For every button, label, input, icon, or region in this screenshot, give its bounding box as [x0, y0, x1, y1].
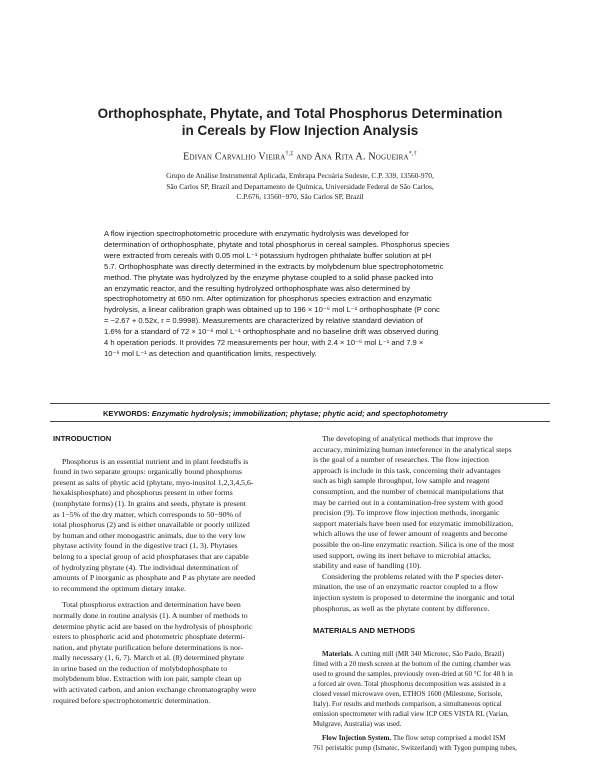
section-heading-introduction: INTRODUCTION — [53, 434, 112, 443]
abstract — [104, 229, 504, 360]
abstract-line: method. The phytate was hydrolyzed by the enzyme phytase coupled to a solid phase packed into — [104, 272, 434, 282]
text-line: as 1−5% of the dry matter, which corresponds to 50−90% of — [53, 509, 242, 519]
materials-paragraph — [313, 649, 558, 729]
section-gap — [313, 614, 558, 626]
text-line: support materials have been used for enzymatic immobilization, — [313, 518, 514, 528]
text-line: Italy). For results and methods comparison, a simultaneous optical — [313, 699, 502, 708]
text-line: injection system is proposed to determine the inorganic and total — [313, 592, 515, 602]
text-line: a forced air oven. Total phosphorus decomposition was assisted in a — [313, 679, 506, 688]
text-line: amounts of P inorganic as phosphate and P as phytate are needed — [53, 573, 256, 583]
author-affiliation-mark: *,† — [408, 151, 417, 157]
text-line: found in two separate groups: organically bound phosphorus — [53, 467, 242, 477]
author-affiliation-mark: †,‡ — [285, 151, 294, 157]
abstract-line: A flow injection spectrophotometric procedure with enzymatic hydrolysis was developed for — [104, 229, 409, 238]
text-line: mally necessary (1, 6, 7). March et al. (8) determined phytate — [53, 653, 244, 663]
right-column — [313, 434, 558, 753]
affiliation-line: São Carlos SP, Brazil and Departamento de Química, Universidade Federal de São Carlos, — [166, 181, 434, 191]
text-line: closed vessel microwave oven, ETHOS 1600 (Milestone, Sorisole, — [313, 689, 503, 698]
paper-title — [90, 105, 510, 139]
flow-system-paragraph — [313, 733, 558, 753]
text-line: The developing of analytical methods that improve the — [322, 434, 493, 443]
text-line: possible the on-line enzymatic reaction. Silica is one of the most — [313, 539, 515, 549]
text-line — [313, 649, 558, 659]
text-line: hexakisphosphate) and phosphorus present in other forms — [53, 488, 233, 498]
text-line: to recommend the optimum dietary intake. — [53, 583, 186, 593]
text-line: fitted with a 20 mesh screen at the bottom of the cutting chamber was — [313, 659, 511, 668]
text-line: Total phosphorus extraction and determination have been — [62, 600, 241, 610]
abstract-line: spectrophotometry at 650 nm. After optimization for phosphorus species extraction and enzymatic — [104, 294, 432, 304]
keywords-label: KEYWORDS: — [103, 409, 150, 418]
text-line: belong to a special group of acid phosphatases that are capable — [53, 551, 249, 561]
right-paragraph-2 — [313, 572, 558, 614]
text-line: Considering the problems related with the P species deter- — [322, 571, 504, 581]
intro-paragraph-1 — [53, 457, 298, 595]
text-line — [313, 733, 558, 743]
subsection-label-materials: Materials. — [322, 649, 353, 658]
abstract-line: an enzymatic reactor, and the resulting hydrolyzed orthophosphate was also determined by — [104, 283, 411, 293]
text-line: esters to phosphoric acid and photometric phosphate determi- — [53, 632, 246, 642]
keywords-text: Enzymatic hydrolysis; immobilization; phytase; phytic acid; and spectophotometry — [149, 409, 448, 418]
abstract-line: hydrolysis, a linear calibration graph was obtained up to 196 × 10⁻⁶ mol L⁻¹ orthophosphate (P conc — [104, 305, 440, 315]
text-line: used to ground the samples, previously oven-dried at 60 °C for 48 h in — [313, 669, 513, 678]
divider-top — [50, 403, 550, 404]
author-name: Edivan Carvalho Vieira — [183, 151, 286, 163]
text-line: present as salts of phytic acid (phytate, myo-inositol 1,2,3,4,5,6- — [53, 477, 254, 487]
text-line: nation, and phytate purification before determinations is nor- — [53, 642, 243, 652]
abstract-line: 5.7. Orthophosphate was directly determined in the extracts by molybdenum blue spectrophotometric — [104, 261, 444, 271]
text-line: 761 peristaltic pump (Ismatec, Switzerland) with Tygon pumping tubes, — [313, 743, 517, 752]
text-line: by human and other monogastric animals, due to the very low — [53, 530, 246, 540]
text-line: of hydrolyzing phytate (4). The individual determination of — [53, 562, 239, 572]
text-line: molybdenum blue. Extraction with ion pair, sample clean up — [53, 674, 242, 684]
abstract-line: determination of orthophosphate, phytate and total phosphorus in cereal samples. Phosphorus species — [104, 239, 450, 249]
divider-bottom — [50, 421, 550, 422]
abstract-line: = −2.67 + 0.52x, r = 0.9998). Measurements are characterized by relative standard deviation of — [104, 316, 423, 326]
abstract-line: 4 h operation periods. It provides 72 measurements per hour, with 2.4 × 10⁻⁶ mol L⁻¹ and 7.9 × — [104, 338, 424, 348]
text-line: phosphorus, as well as the phytate content by difference. — [313, 603, 490, 613]
text-line: such as high sample throughput, low sample and reagent — [313, 476, 490, 486]
subsection-label-flow: Flow Injection System. — [322, 733, 392, 742]
abstract-line: 10⁻⁶ mol L⁻¹ as detection and quantification limits, respectively. — [104, 348, 317, 358]
text-line: in urine based on the reduction of molybdophosphate to — [53, 663, 228, 673]
text-line: (nonphytate forms) (1). In grains and seeds, phytate is present — [53, 498, 246, 508]
text-line: stability and ease of handling (10). — [313, 561, 422, 571]
right-paragraph-1 — [313, 434, 558, 572]
text-line: Phosphorus is an essential nutrient and in plant feedstuffs is — [62, 456, 249, 466]
abstract-line: 1.6% for a standard of 72 × 10⁻⁶ mol L⁻¹ orthophosphate and no baseline drift was observed during — [104, 327, 439, 337]
text-line: used support, owing its inert behave to microbial attacks, — [313, 550, 491, 560]
keywords-line — [103, 409, 543, 418]
author-conjunction: and — [293, 151, 315, 163]
intro-paragraph-2 — [53, 600, 298, 706]
text-line: Mulgrave, Australia) was used. — [313, 719, 402, 728]
text-line: with activated carbon, and anion exchange chromatography were — [53, 685, 257, 695]
text-line: precision (9). To improve flow injection methods, inorganic — [313, 508, 500, 518]
text-line: emission spectrometer with radial view ICP OES VISTA RL (Varian, — [313, 709, 509, 718]
author-name: Ana Rita A. Nogueira — [314, 151, 409, 163]
text-line: approach is include in this task, concerning their advantages — [313, 465, 501, 475]
text-line: consumption, and the number of chemical manipulations that — [313, 486, 504, 496]
text-span: The flow setup comprised a model ISM — [391, 733, 506, 742]
text-line: normally done in routine analysis (1). A number of methods to — [53, 610, 248, 620]
title-line: Orthophosphate, Phytate, and Total Phosphorus Determination — [97, 106, 503, 121]
title-line: in Cereals by Flow Injection Analysis — [181, 123, 419, 138]
author-line — [90, 151, 510, 162]
affiliation-line: C.P.676, 13560−970, São Carlos SP, Brazil — [236, 192, 364, 202]
text-line: determine phytic acid are based on the hydrolysis of phosphoric — [53, 621, 253, 631]
section-heading-methods: MATERIALS AND METHODS — [313, 626, 416, 636]
affiliation-line: Grupo de Análise Instrumental Aplicada, Embrapa Pecuária Sudeste, C.P. 339, 13560-970, — [166, 171, 434, 180]
affiliation-block — [120, 171, 480, 203]
text-line: mination, the use of an enzymatic reactor coupled to a flow — [313, 582, 499, 592]
text-line: which allows the use of fewer amount of reagents and become — [313, 529, 508, 539]
text-line: phytase activity found in the digestive tract (1, 3). Phytases — [53, 541, 238, 551]
abstract-line: were extracted from cereals with 0.05 mol L⁻¹ potassium hydrogen phthalate buffer solution at pH — [104, 250, 432, 260]
text-line: required before spectrophotometric determination. — [53, 695, 211, 705]
left-column — [53, 434, 298, 706]
text-line: is the goal of a number of researches. The flow injection — [313, 455, 489, 465]
text-line: total phosphorus (2) and is either unavailable or poorly utilized — [53, 520, 250, 530]
text-line: accuracy, minimizing human interference in the analytical steps — [313, 444, 512, 454]
text-span: A cutting mill (MR 340 Microtec, São Paulo, Brazil) — [352, 649, 505, 658]
text-line: may be carried out in a contamination-free system with good — [313, 497, 503, 507]
